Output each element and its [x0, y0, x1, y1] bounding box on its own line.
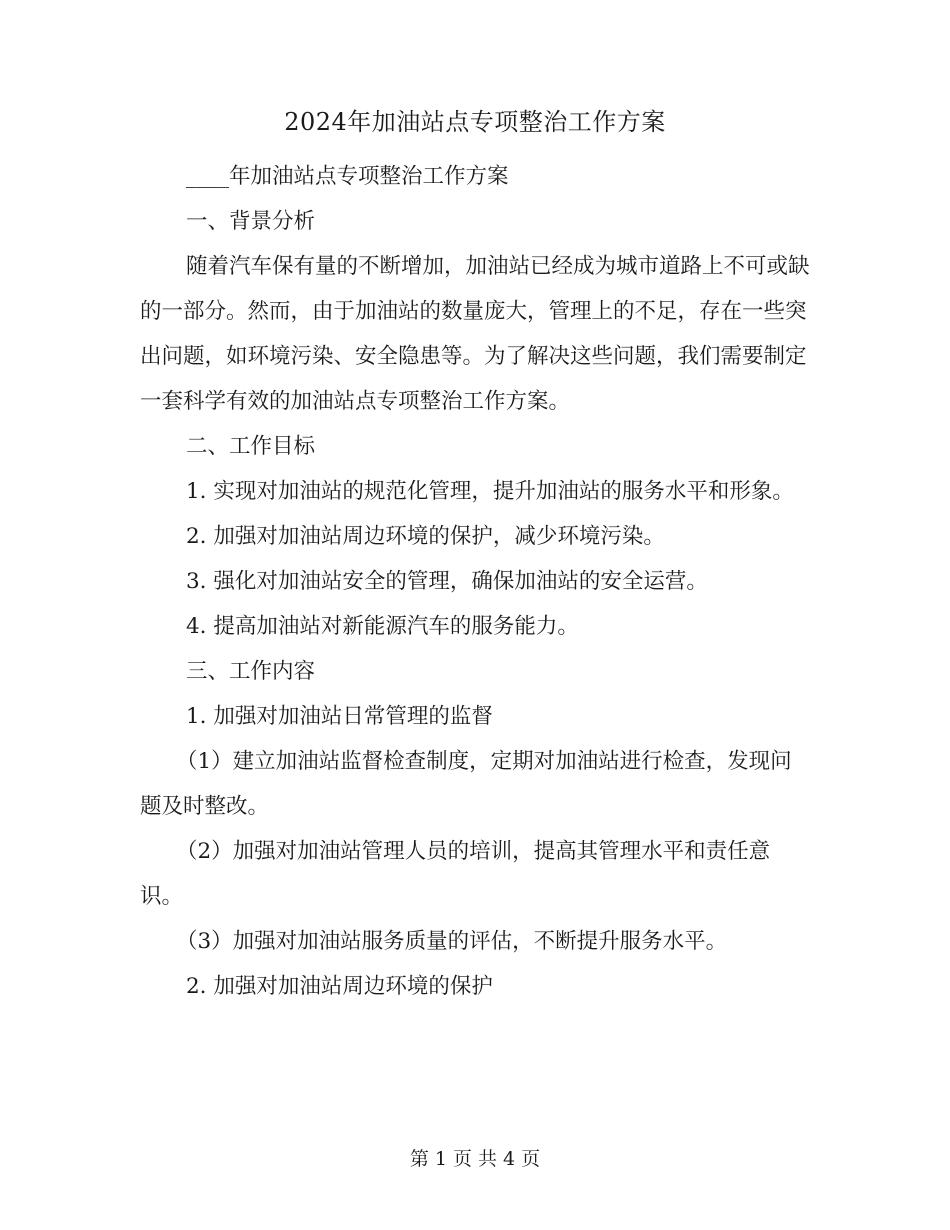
content-subitem-2: （2）加强对加油站管理人员的培训，提高其管理水平和责任意识。: [140, 839, 771, 909]
content-subitem-1: （1）建立加油站监督检查制度，定期对加油站进行检查，发现问题及时整改。: [140, 749, 792, 819]
goal-item-2: 2. 加强对加油站周边环境的保护，减少环境污染。: [186, 524, 665, 549]
goal-item-4: 4. 提高加油站对新能源汽车的服务能力。: [186, 614, 579, 639]
content-subitem-3: （3）加强对加油站服务质量的评估，不断提升服务水平。: [176, 929, 728, 954]
document-body: [140, 154, 810, 1009]
section-heading-content: 三、工作内容: [186, 659, 316, 684]
content-item-1: 1. 加强对加油站日常管理的监督: [186, 704, 493, 729]
subtitle-line: ____年加油站点专项整治工作方案: [186, 164, 509, 189]
document-title: 2024年加油站点专项整治工作方案: [284, 108, 666, 136]
page-footer: 第 1 页 共 4 页: [409, 1148, 541, 1170]
goal-item-1: 1. 实现对加油站的规范化管理，提升加油站的服务水平和形象。: [186, 479, 794, 504]
content-item-2: 2. 加强对加油站周边环境的保护: [186, 974, 493, 999]
background-paragraph: 随着汽车保有量的不断增加，加油站已经成为城市道路上不可或缺的一部分。然而，由于加油站的数量庞大，管理上的不足，存在一些突出问题，如环境污染、安全隐患等。为了解决这些问题，我们需要制定一套科学有效的加油站点专项整治工作方案。: [140, 254, 810, 414]
section-heading-goals: 二、工作目标: [186, 434, 316, 459]
goal-item-3: 3. 强化对加油站安全的管理，确保加油站的安全运营。: [186, 569, 708, 594]
section-heading-background: 一、背景分析: [186, 209, 316, 234]
